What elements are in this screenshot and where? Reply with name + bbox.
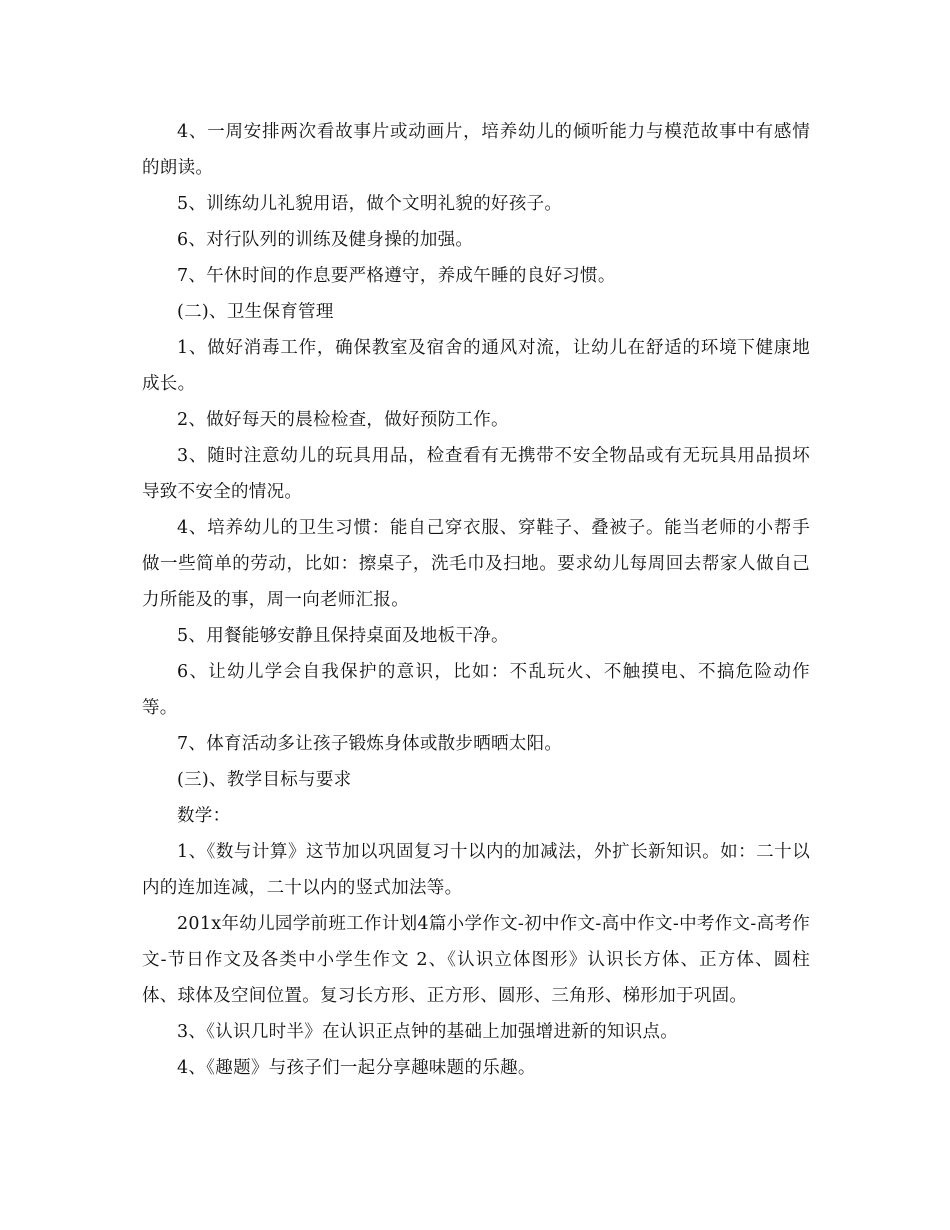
paragraph: 4、《趣题》与孩子们一起分享趣味题的乐趣。 <box>177 1058 536 1078</box>
section-heading: (三)、教学目标与要求 <box>177 770 352 790</box>
subsection-label: 数学： <box>177 806 231 826</box>
paragraph: 6、对行队列的训练及健身操的加强。 <box>177 230 474 250</box>
paragraph: 6、让幼儿学会自我保护的意识，比如：不乱玩火、不触摸电、不搞危险动作等。 <box>142 662 810 718</box>
document-body <box>142 114 810 1086</box>
paragraph: 1、《数与计算》这节加以巩固复习十以内的加减法，外扩长新知识。如：二十以内的连加连减，二十以内的竖式加法等。 <box>142 842 810 898</box>
paragraph: 4、培养幼儿的卫生习惯：能自己穿衣服、穿鞋子、叠被子。能当老师的小帮手做一些简单的劳动，比如：擦桌子，洗毛巾及扫地。要求幼儿每周回去帮家人做自己力所能及的事，周一向老师汇报。 <box>142 518 810 610</box>
paragraph: 3、《认识几时半》在认识正点钟的基础上加强增进新的知识点。 <box>177 1022 679 1042</box>
paragraph: 1、做好消毒工作，确保教室及宿舍的通风对流，让幼儿在舒适的环境下健康地成长。 <box>142 338 810 394</box>
paragraph: 2、做好每天的晨检检查，做好预防工作。 <box>177 410 509 430</box>
section-heading: (二)、卫生保育管理 <box>177 302 334 322</box>
paragraph: 7、午休时间的作息要严格遵守，养成午睡的良好习惯。 <box>177 266 616 286</box>
paragraph: 5、训练幼儿礼貌用语，做个文明礼貌的好孩子。 <box>177 194 563 214</box>
paragraph: 5、用餐能够安静且保持桌面及地板干净。 <box>177 626 509 646</box>
paragraph: 201x年幼儿园学前班工作计划4篇小学作文-初中作文-高中作文-中考作文-高考作文-节日作文及各类中小学生作文 2、《认识立体图形》认识长方体、正方体、圆柱体、球体及空间位置。复习长方形、正方形、圆形、三角形、梯形加于巩固。 <box>142 914 810 1006</box>
paragraph: 3、随时注意幼儿的玩具用品，检查看有无携带不安全物品或有无玩具用品损坏导致不安全的情况。 <box>142 446 810 502</box>
paragraph: 7、体育活动多让孩子锻炼身体或散步晒晒太阳。 <box>177 734 563 754</box>
paragraph: 4、一周安排两次看故事片或动画片，培养幼儿的倾听能力与模范故事中有感情的朗读。 <box>142 122 810 178</box>
